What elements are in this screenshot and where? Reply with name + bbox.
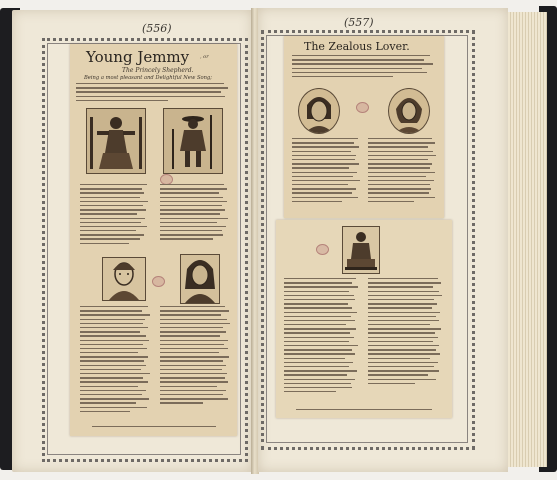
imprint-line bbox=[92, 426, 216, 434]
woodcut-portrait-woman bbox=[102, 257, 146, 301]
verse-column-lower-left bbox=[284, 278, 360, 406]
woodcut-oval-portrait-man bbox=[298, 88, 340, 134]
broadside-zealous-lover bbox=[284, 36, 444, 218]
verse-column-right-page-right bbox=[368, 138, 438, 214]
library-stamp-right bbox=[356, 102, 369, 113]
verse-column-left-1 bbox=[80, 184, 150, 252]
broadside-subtitle-or: , or bbox=[200, 54, 209, 60]
broadside-young-jemmy bbox=[70, 44, 237, 436]
page-number: (556) bbox=[142, 22, 172, 35]
right-page bbox=[258, 8, 508, 472]
page-number-right: (557) bbox=[344, 16, 374, 29]
broadside-title: Young Jemmy bbox=[86, 48, 190, 66]
library-stamp-lower bbox=[316, 244, 329, 255]
library-stamp-2 bbox=[152, 276, 165, 287]
verse-column-right-page-left bbox=[292, 138, 362, 214]
imprint-line-right bbox=[296, 409, 432, 415]
woodcut-oval-portrait-woman bbox=[388, 88, 430, 134]
verse-column-right-1 bbox=[160, 184, 230, 252]
woodcut-portrait-man bbox=[180, 254, 220, 304]
woodcut-seated-figure bbox=[342, 226, 380, 274]
broadside-subtitle-2: Being a most pleasant and Delightful New Song; bbox=[84, 75, 213, 81]
verse-column-lower-right bbox=[368, 278, 444, 406]
broadside-blurb bbox=[76, 83, 230, 105]
woodcut-shepherd bbox=[163, 108, 223, 174]
page-edges bbox=[505, 12, 547, 467]
verse-column-right-2 bbox=[160, 306, 232, 424]
broadside-title-right: The Zealous Lover. bbox=[304, 40, 410, 53]
verse-column-left-2 bbox=[80, 306, 152, 424]
broadside-blurb-right bbox=[292, 55, 436, 81]
broadside-subtitle: The Princely Shepherd. bbox=[122, 67, 194, 74]
left-page bbox=[12, 10, 252, 472]
broadside-lower-sheet bbox=[276, 220, 452, 418]
woodcut-lady bbox=[86, 108, 146, 174]
